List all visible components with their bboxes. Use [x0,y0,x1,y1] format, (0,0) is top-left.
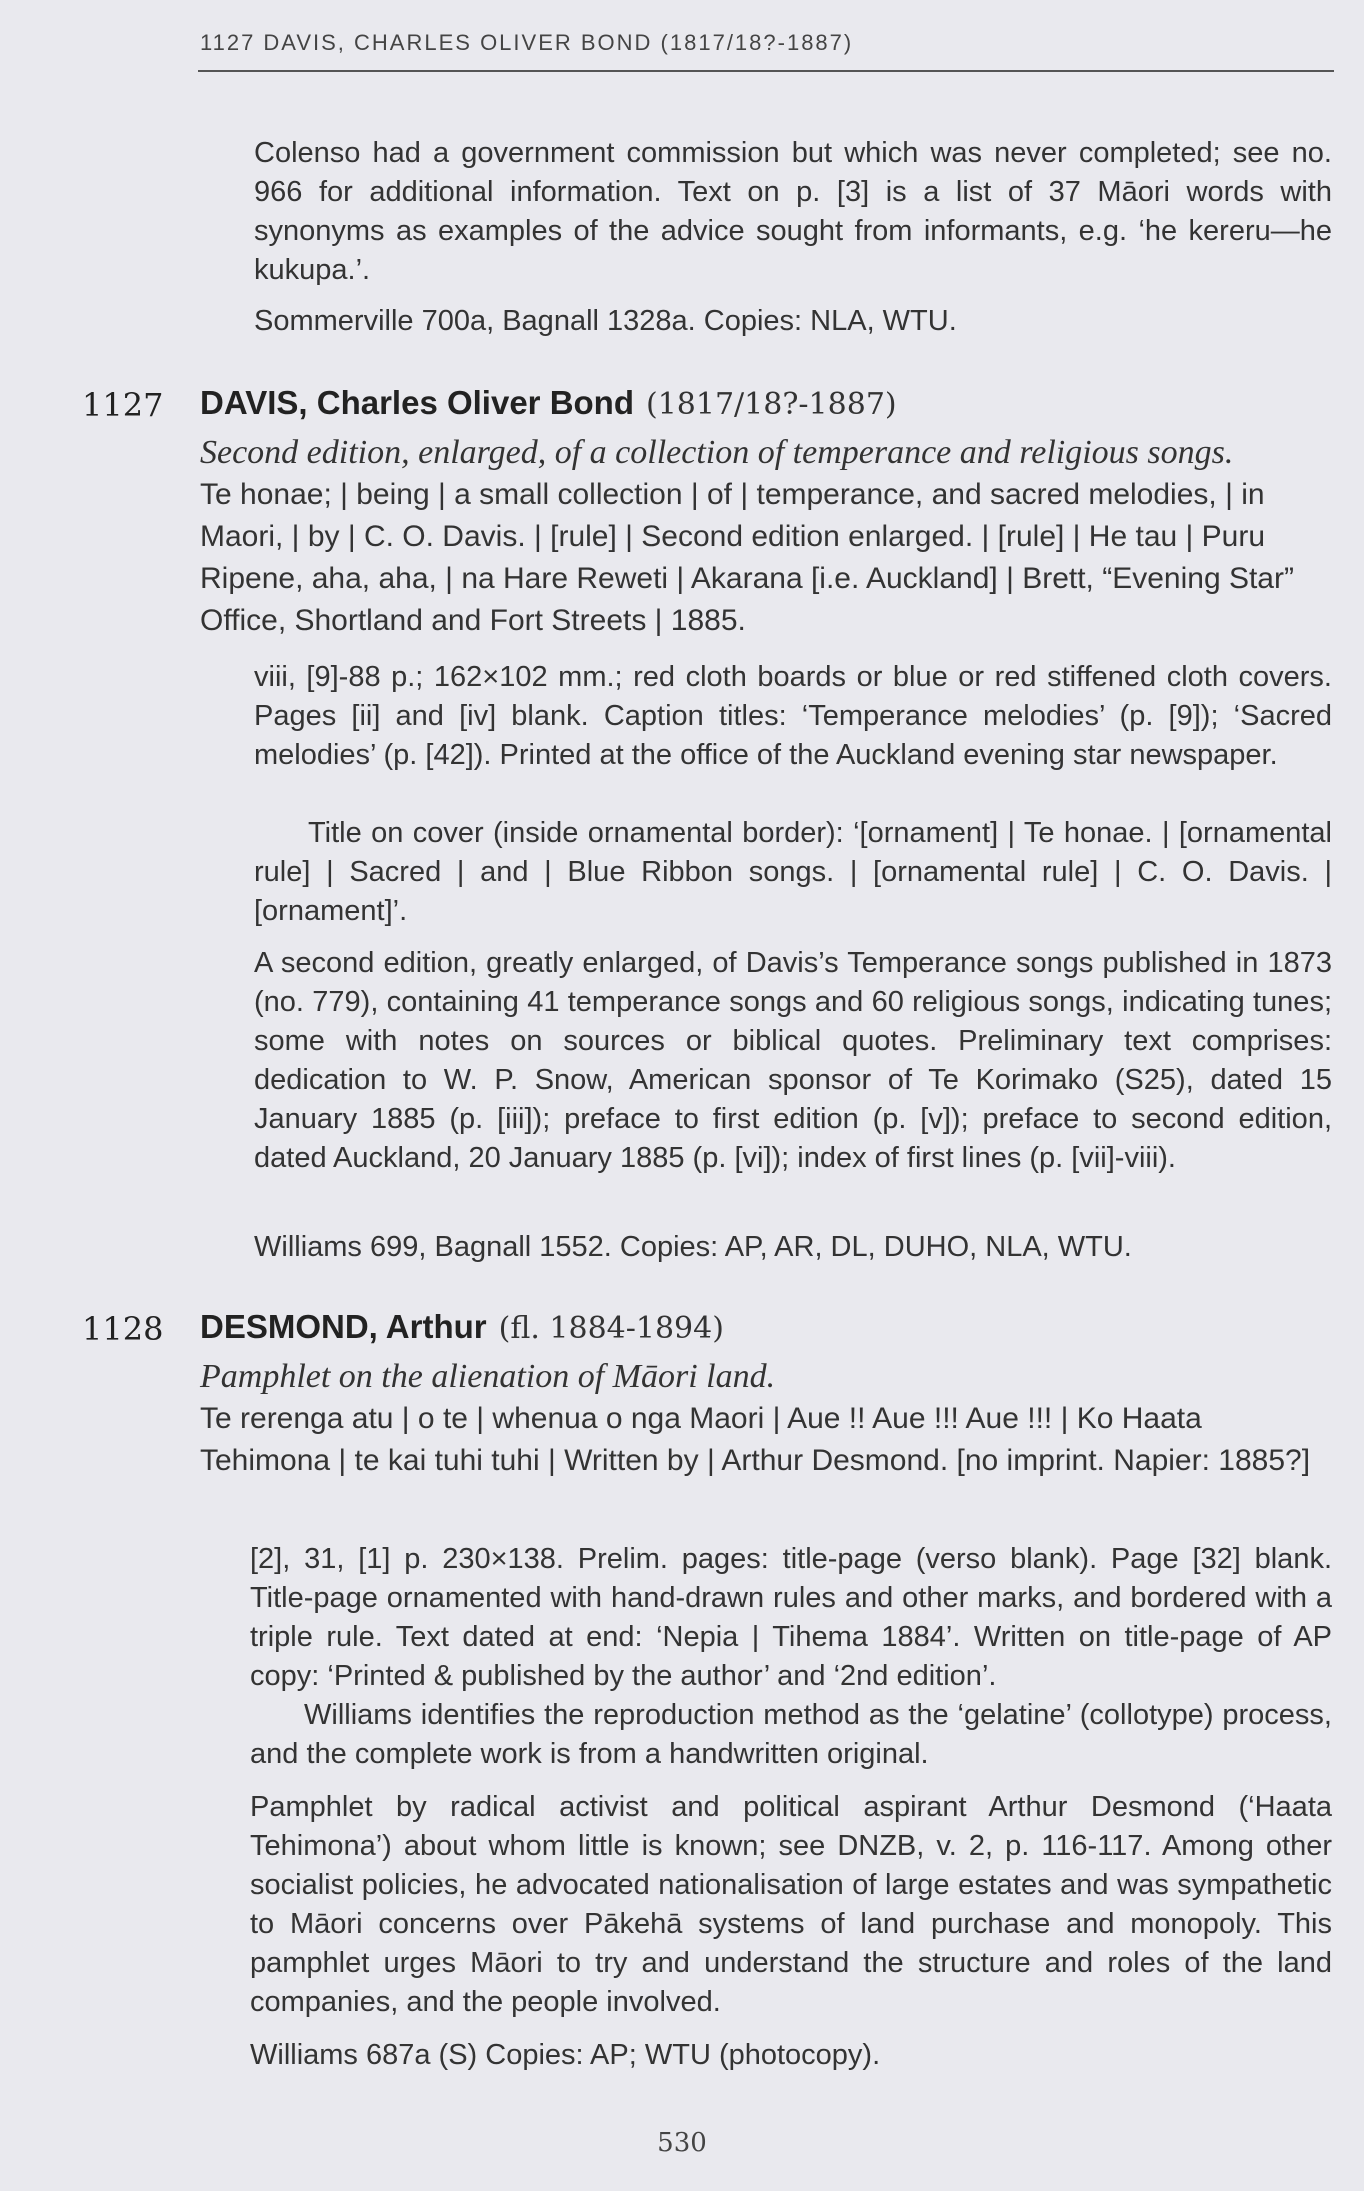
author-name: DAVIS, Charles Oliver Bond [200,384,634,421]
entry-number: 1128 [82,1310,164,1348]
entry-heading [200,1308,724,1346]
running-head: 1127 DAVIS, CHARLES OLIVER BOND (1817/18?-1887) [200,30,854,55]
entry-refs: Williams 699, Bagnall 1552. Copies: AP, AR, DL, DUHO, NLA, WTU. [254,1231,1132,1263]
header-rule [198,70,1334,72]
entry-note: Pamphlet by radical activist and political aspirant Arthur Desmond (‘Haata Tehimona’) about whom little is known; see DNZB, v. 2, p. 116-117. Among other socialist policies, he advocated nationalisation of large estates and was sympathetic to Māori concerns over Pākehā systems of land purchase and monopoly. This pamphlet urges Māori to try and understand the structure and roles of the land companies, and the people involved. [250,1791,1332,2018]
intro-refs: Sommerville 700a, Bagnall 1328a. Copies: NLA, WTU. [254,305,957,337]
title-transcript: Te rerenga atu | o te | whenua o nga Maori | Aue !! Aue !!! Aue !!! | Ko Haata Tehimona | te kai tuhi tuhi | Written by | Arthur Desmond. [no imprint. Napier: 1885?] [200,1402,1311,1477]
author-dates: (1817/18?-1887) [646,387,897,422]
reproduction-note: Williams identifies the reproduction method as the ‘gelatine’ (collotype) process, and the complete work is from a handwritten original. [250,1699,1332,1770]
entry-subtitle: Pamphlet on the alienation of Māori land. [200,1358,776,1395]
entry-number: 1127 [82,386,164,424]
entry-note: A second edition, greatly enlarged, of Davis’s Temperance songs published in 1873 (no. 779), containing 41 temperance songs and 60 religious songs, indicating tunes; some with notes on sources or biblical quotes. Preliminary text comprises: dedication to W. P. Snow, American sponsor of Te Korimako (S25), dated 15 January 1885 (p. [iii]); preface to first edition (p. [v]); preface to second edition, dated Auckland, 20 January 1885 (p. [vi]); index of first lines (p. [vii]-viii). [254,947,1332,1174]
author-name: DESMOND, Arthur [200,1308,487,1345]
cover-title: Title on cover (inside ornamental border): ‘[ornament] | Te honae. | [ornamental rule] | Sacred | and | Blue Ribbon songs. | [ornamental rule] | C. O. Davis. | [ornament]’. [254,817,1332,927]
entry-refs: Williams 687a (S) Copies: AP; WTU (photocopy). [250,2039,881,2071]
physical-description: viii, [9]-88 p.; 162×102 mm.; red cloth boards or blue or red stiffened cloth covers. Pages [ii] and [iv] blank. Caption titles: ‘Temperance melodies’ (p. [9]); ‘Sacred melodies’ (p. [42]). Printed at the office of the Auckland evening star newspaper. [254,661,1332,771]
physical-description: [2], 31, [1] p. 230×138. Prelim. pages: title-page (verso blank). Page [32] blank. Title-page ornamented with hand-drawn rules and other marks, and bordered with a triple rule. Text dated at end: ‘Nepia | Tihema 1884’. Written on title-page of AP copy: ‘Printed & published by the author’ and ‘2nd edition’. [250,1543,1332,1692]
entry-subtitle: Second edition, enlarged, of a collection of temperance and religious songs. [200,434,1234,471]
entry-heading [200,384,897,422]
intro-note: Colenso had a government commission but which was never completed; see no. 966 for additional information. Text on p. [3] is a list of 37 Māori words with synonyms as examples of the advice sought from informants, e.g. ‘he kereru—he kukupa.’. [254,137,1332,286]
author-dates: (fl. 1884-1894) [498,1311,724,1346]
page-number: 530 [657,2128,707,2158]
title-transcript: Te honae; | being | a small collection | of | temperance, and sacred melodies, | in Maori, | by | C. O. Davis. | [rule] | Second edition enlarged. | [rule] | He tau | Puru Ripene, aha, aha, | na Hare Reweti | Akarana [i.e. Auckland] | Brett, “Evening Star” Office, Shortland and Fort Streets | 1885. [200,478,1294,637]
